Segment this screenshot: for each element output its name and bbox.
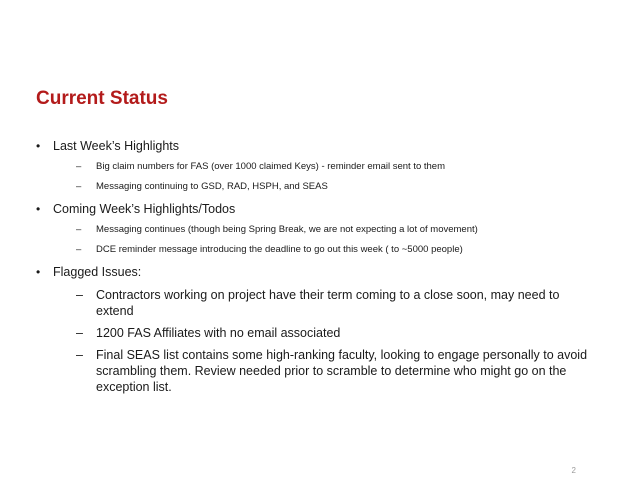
bullet-dot-icon: • (36, 265, 41, 279)
sub-bullet (53, 347, 596, 395)
dash-icon: – (76, 181, 82, 192)
bullet-dot-icon: • (36, 202, 41, 216)
bullet-text: Last Week’s Highlights (53, 139, 179, 153)
bullet-coming-week (36, 202, 596, 256)
sub-list (53, 224, 596, 256)
sub-list (53, 287, 596, 395)
sub-bullet-text: Messaging continues (though being Spring Break, we are not expecting a lot of movement) (96, 224, 478, 235)
dash-icon: – (76, 161, 82, 172)
bullet-text: Flagged Issues: (53, 265, 142, 279)
sub-bullet-text: 1200 FAS Affiliates with no email associated (96, 326, 341, 340)
sub-bullet (53, 287, 596, 319)
dash-icon: – (76, 224, 82, 235)
bullet-last-week (36, 139, 596, 193)
sub-bullet-text: DCE reminder message introducing the deadline to go out this week ( to ~5000 people) (96, 244, 463, 255)
dash-icon: – (76, 244, 82, 255)
sub-list (53, 161, 596, 193)
dash-icon: – (76, 288, 83, 302)
sub-bullet (53, 325, 596, 341)
sub-bullet (53, 181, 596, 193)
bullet-text: Coming Week’s Highlights/Todos (53, 202, 236, 216)
sub-bullet-text: Big claim numbers for FAS (over 1000 claimed Keys) - reminder email sent to them (96, 161, 445, 172)
dash-icon: – (76, 348, 83, 362)
sub-bullet (53, 161, 596, 173)
sub-bullet (53, 244, 596, 256)
bullet-list (36, 139, 596, 404)
sub-bullet (53, 224, 596, 236)
page-number: 2 (571, 466, 576, 475)
bullet-flagged-issues (36, 265, 596, 395)
bullet-dot-icon: • (36, 139, 41, 153)
sub-bullet-text: Contractors working on project have their term coming to a close soon, may need to extend (96, 288, 560, 318)
slide-title: Current Status (36, 88, 168, 109)
sub-bullet-text: Final SEAS list contains some high-ranking faculty, looking to engage personally to avoid scrambling them. Review needed prior to scramble to determine who might go on the exception list. (96, 348, 588, 394)
dash-icon: – (76, 326, 83, 340)
sub-bullet-text: Messaging continuing to GSD, RAD, HSPH, and SEAS (96, 181, 328, 192)
